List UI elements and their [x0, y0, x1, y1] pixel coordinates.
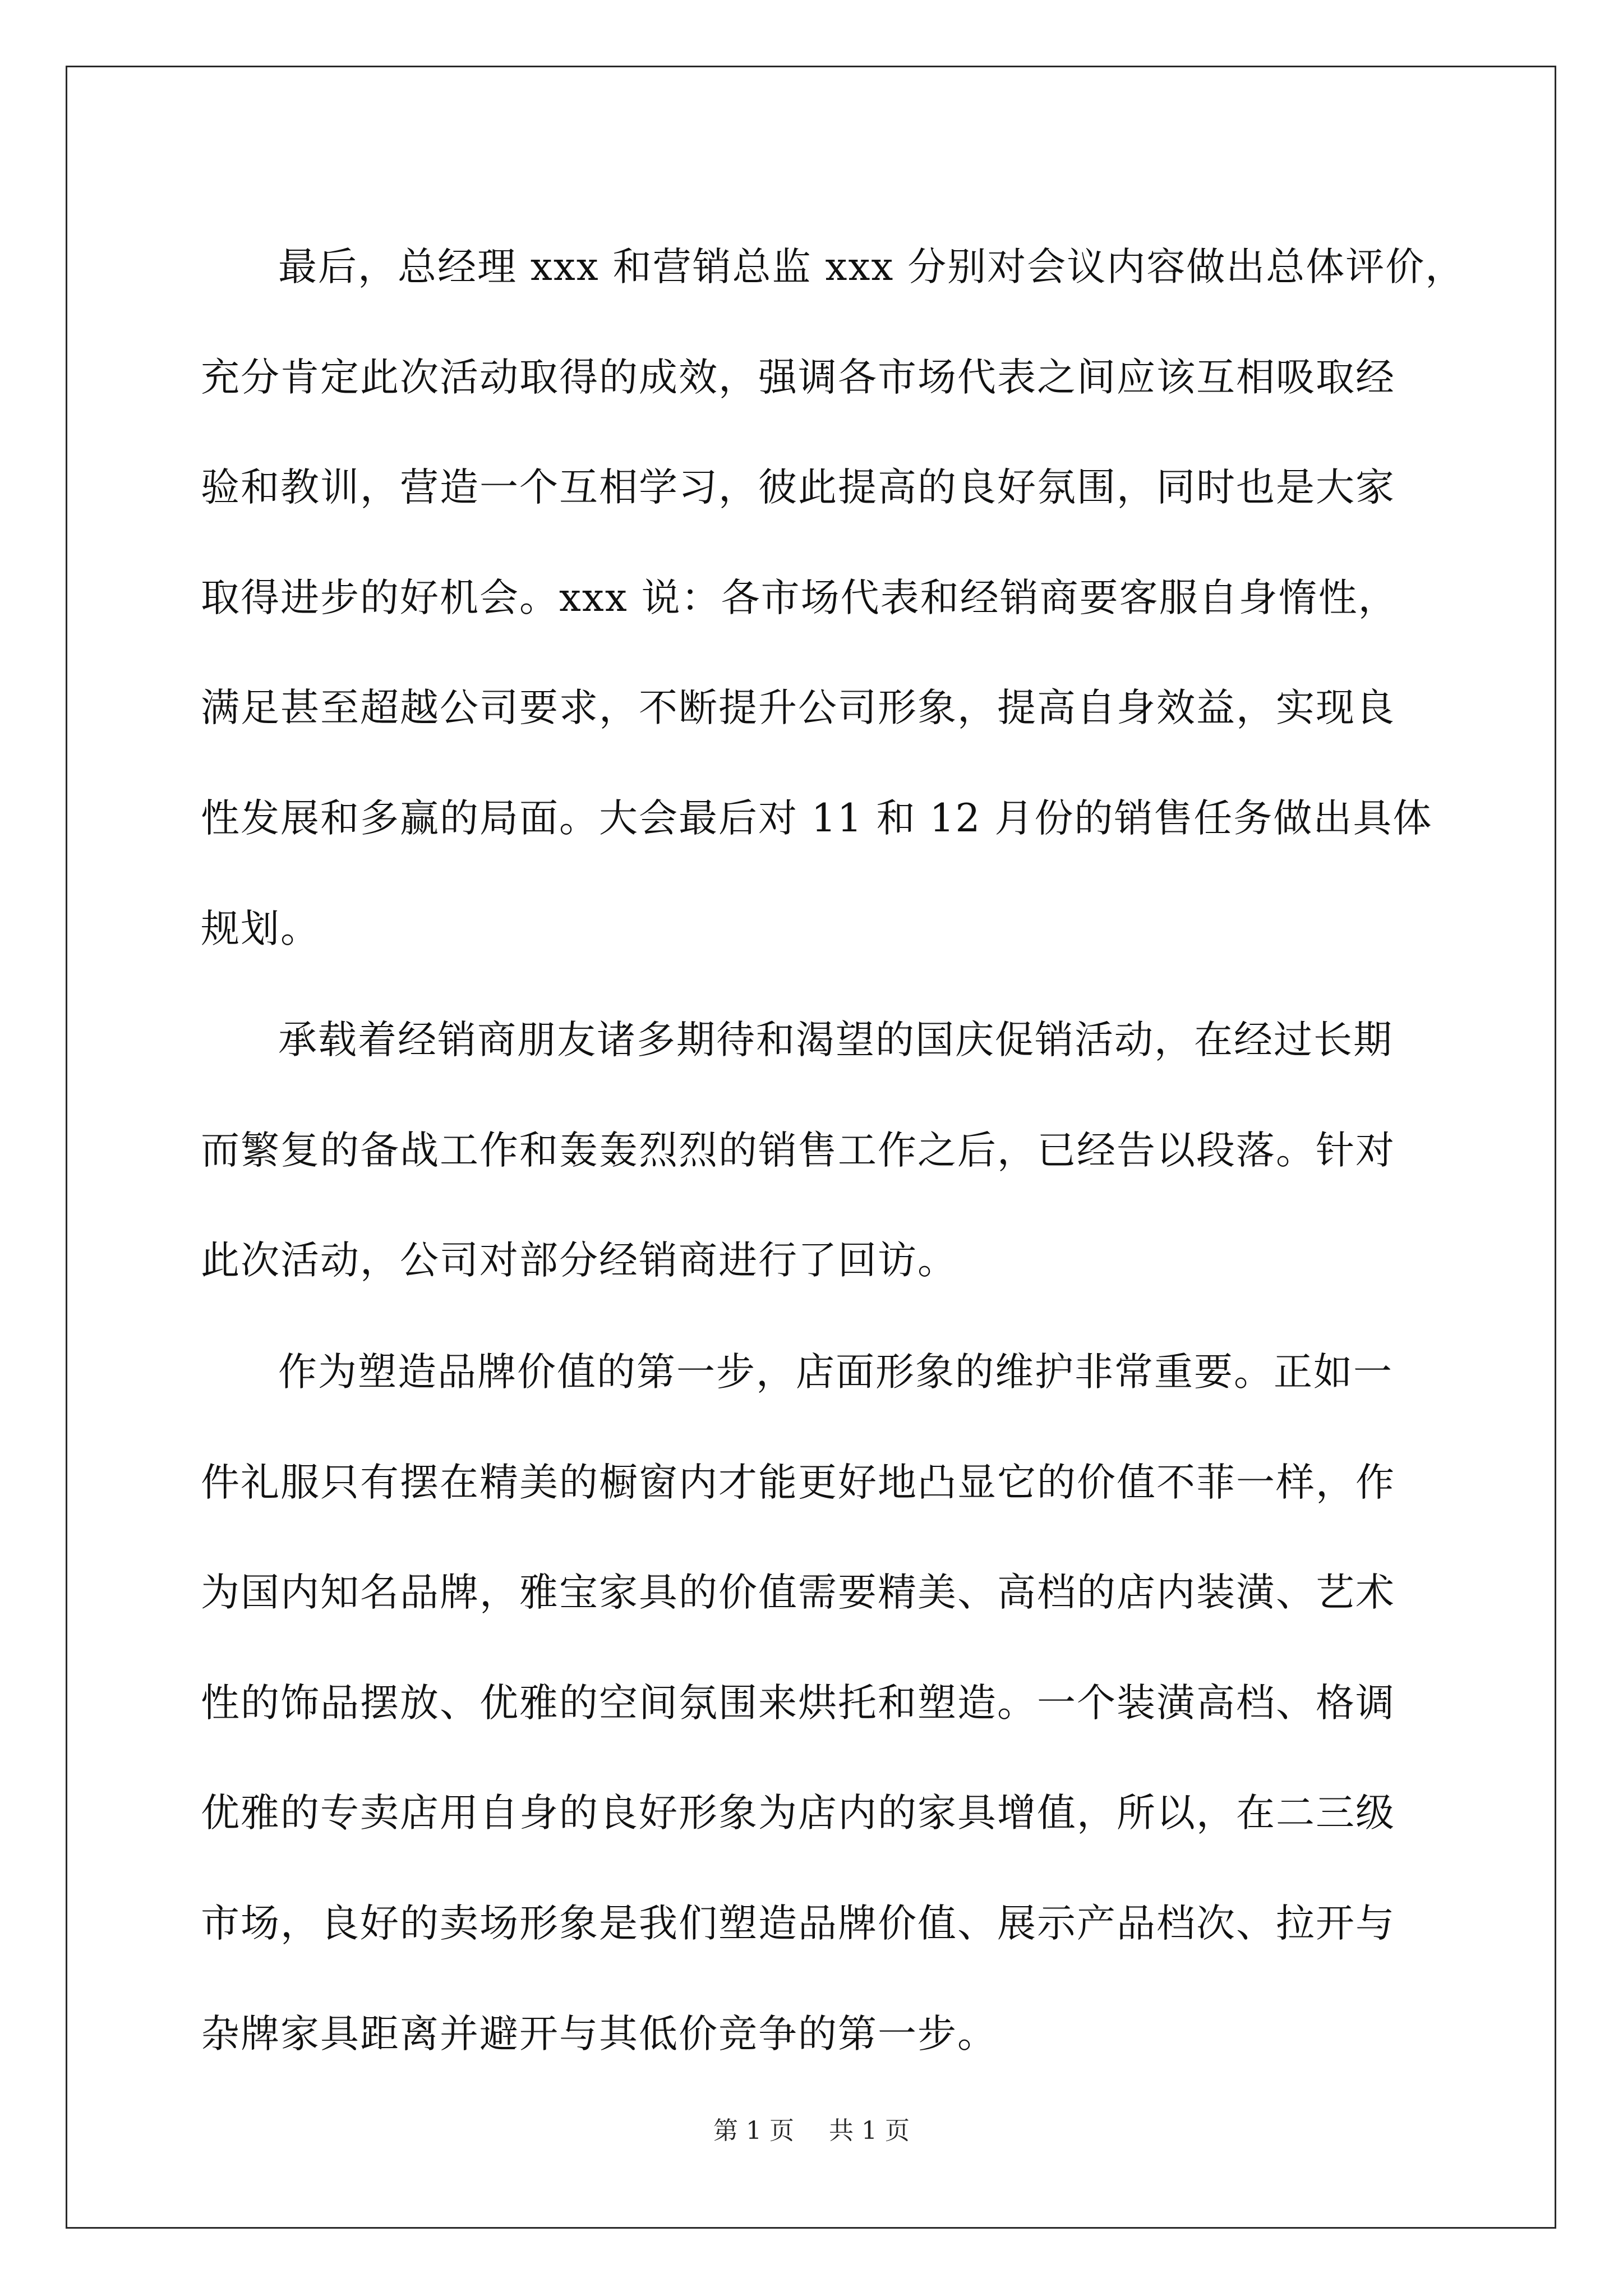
text-line: 承载着经销商朋友诸多期待和渴望的国庆促销活动，在经过长期: [278, 1018, 1393, 1063]
text-line: 优雅的专卖店用自身的良好形象为店内的家具增值，所以，在二三级: [201, 1791, 1395, 1836]
page-total: 共 1 页: [829, 2116, 910, 2145]
text-line: 满足甚至超越公司要求，不断提升公司形象，提高自身效益，实现良: [201, 685, 1395, 731]
text-line: 而繁复的备战工作和轰轰烈烈的销售工作之后，已经告以段落。针对: [201, 1128, 1395, 1173]
page-footer: [0, 2110, 1623, 2146]
text-line: 此次活动，公司对部分经销商进行了回访。: [201, 1238, 957, 1283]
text-line: 充分肯定此次活动取得的成效，强调各市场代表之间应该互相吸取经: [201, 355, 1395, 400]
text-line: 性发展和多赢的局面。大会最后对 11 和 12 月份的销售任务做出具体: [201, 795, 1433, 841]
text-line: 性的饰品摆放、优雅的空间氛围来烘托和塑造。一个装潢高档、格调: [201, 1680, 1395, 1726]
page-number: 第 1 页: [713, 2116, 794, 2145]
text-line: 为国内知名品牌，雅宝家具的价值需要精美、高档的店内装潢、艺术: [201, 1570, 1395, 1616]
document-body: [201, 212, 1465, 2090]
text-line: 杂牌家具距离并避开与其低价竞争的第一步。: [201, 2011, 997, 2056]
text-line: 取得进步的好机会。xxx 说：各市场代表和经销商要客服自身惰性，: [201, 575, 1398, 620]
text-line: 验和教训，营造一个互相学习，彼此提高的良好氛围，同时也是大家: [201, 465, 1395, 510]
paragraph-2: [201, 985, 1422, 1316]
paragraph-1: [201, 212, 1465, 984]
paragraph-3: [201, 1317, 1422, 2089]
text-line: 最后，总经理 xxx 和营销总监 xxx 分别对会议内容做出总体评价，: [278, 245, 1465, 289]
text-line: 件礼服只有摆在精美的橱窗内才能更好地凸显它的价值不菲一样，作: [201, 1460, 1395, 1505]
text-line: 作为塑造品牌价值的第一步，店面形象的维护非常重要。正如一: [278, 1349, 1393, 1395]
text-line: 市场，良好的卖场形象是我们塑造品牌价值、展示产品档次、拉开与: [201, 1901, 1395, 1946]
text-line: 规划。: [201, 906, 320, 951]
